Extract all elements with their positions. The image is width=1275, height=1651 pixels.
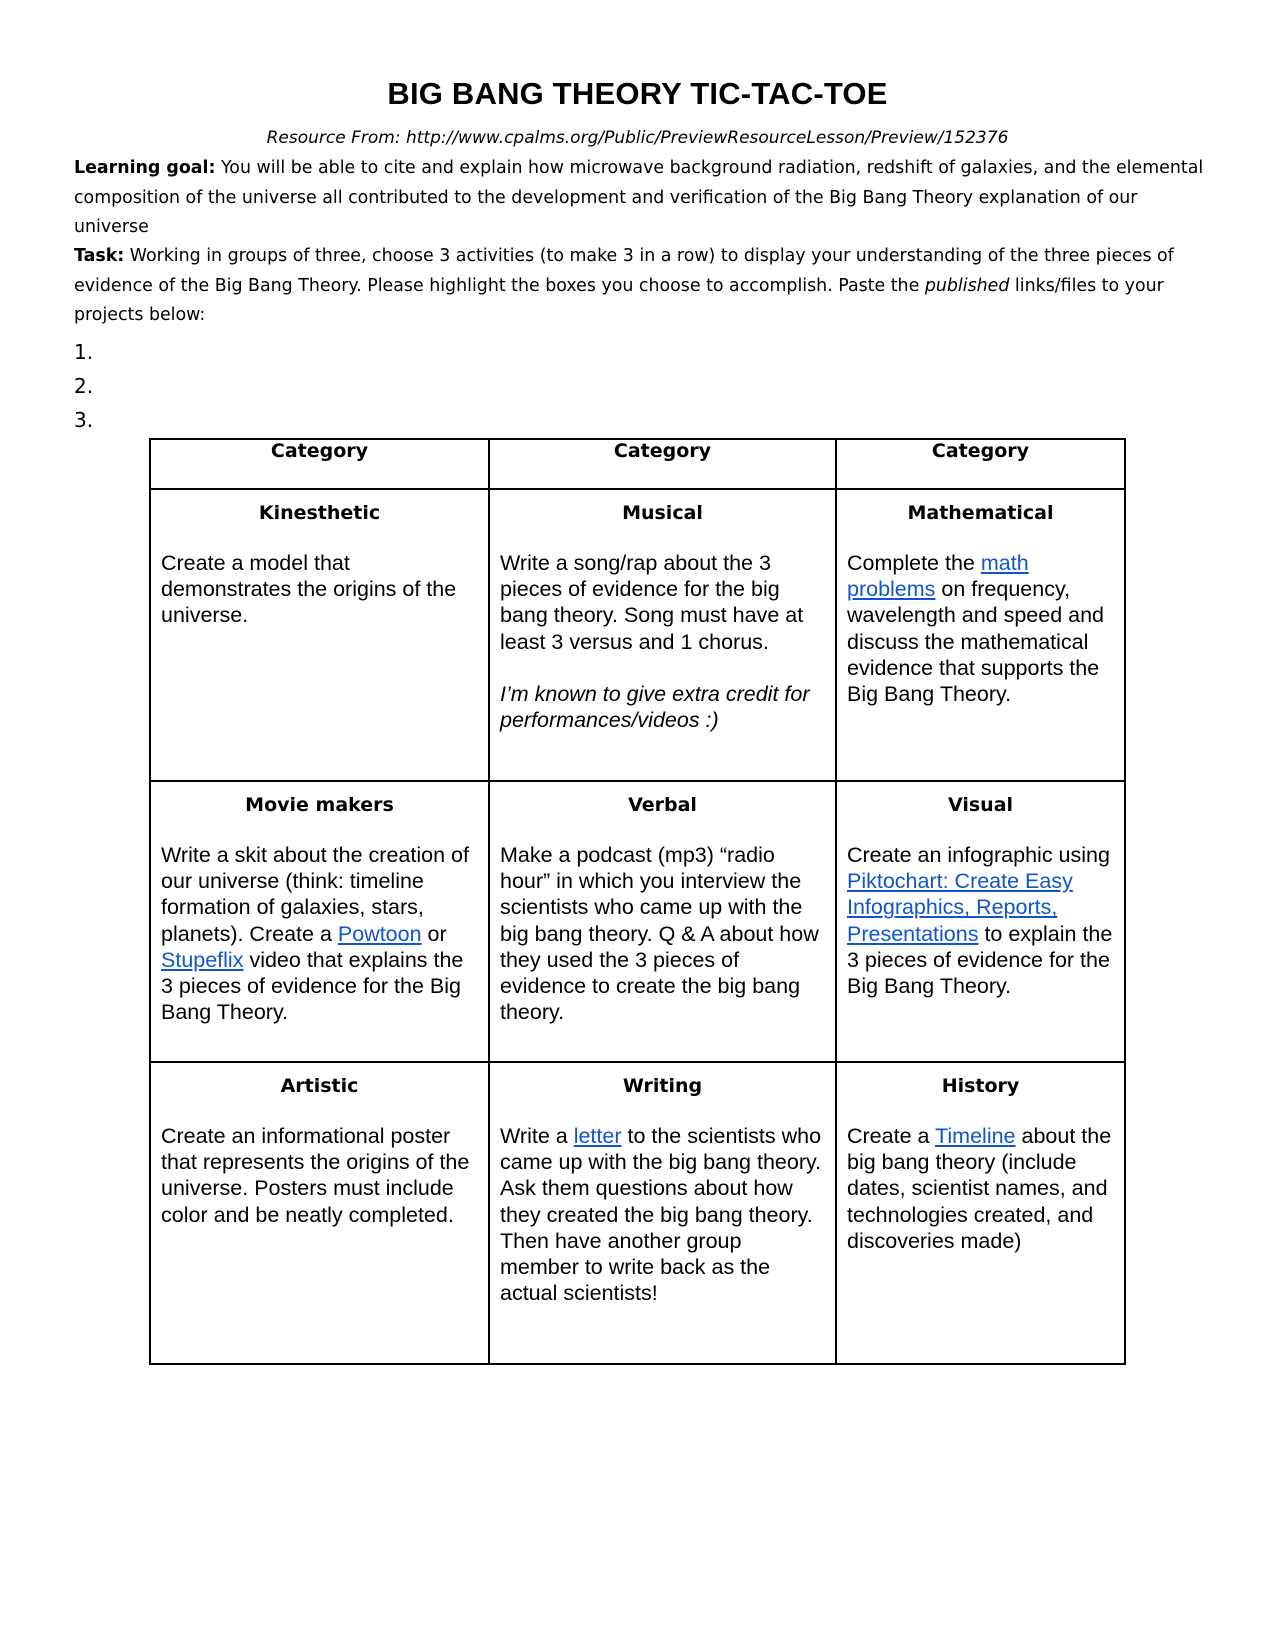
table-row <box>150 781 1125 1062</box>
cell-text-part: on frequency, wavelength and speed and discuss the mathematical evidence that supports the Big Bang Theory. <box>847 577 1105 707</box>
task-text-before: Working in groups of three, choose 3 activities (to make 3 in a row) to display your understanding of the three pieces of evidence of the Big Bang Theory. Please highlight the boxes you choose to accomplish. Paste the <box>74 246 1174 296</box>
learning-goal-label: Learning goal: <box>74 158 216 178</box>
piktochart-link[interactable]: Piktochart: Create Easy Infographics, Reports, Presentations <box>847 869 1073 946</box>
cell-category: Verbal <box>628 794 697 816</box>
extra-credit-note: I’m known to give extra credit for performances/videos :) <box>500 681 810 733</box>
cell-text: Create an informational poster that represents the origins of the universe. Posters must include color and be neatly completed. <box>161 1124 470 1227</box>
list-item[interactable]: 1. <box>74 340 94 364</box>
cell-text <box>490 1101 835 1306</box>
task-text-after: links/files to your projects below: <box>74 275 1164 325</box>
cell-category: History <box>941 1075 1020 1097</box>
cell-category: Writing <box>622 1075 703 1097</box>
task-description <box>74 242 1214 331</box>
cell-history[interactable] <box>836 1062 1125 1364</box>
learning-goal-text: You will be able to cite and explain how microwave background radiation, redshift of galaxies, and the elemental composition of the universe all contributed to the development and verification of the Big Bang Theory explanation of our universe <box>74 158 1204 237</box>
cell-text <box>490 528 835 733</box>
learning-goal <box>74 154 1214 243</box>
cell-musical[interactable] <box>489 489 836 781</box>
math-problems-link[interactable]: math problems <box>847 551 1029 602</box>
column-header: Category <box>836 439 1125 489</box>
cell-text-part: Create a <box>847 1124 936 1148</box>
cell-text-part: to the scientists who came up with the big bang theory. Ask them questions about how they created the big bang theory. Then have another group member to write back as the actual scientists! <box>500 1124 822 1306</box>
cell-kinesthetic[interactable] <box>150 489 489 781</box>
cell-text-part: Complete the <box>847 551 981 575</box>
timeline-link[interactable]: Timeline <box>935 1124 1016 1148</box>
page-title: BIG BANG THEORY TIC-TAC-TOE <box>387 76 888 111</box>
cell-text <box>837 1101 1124 1254</box>
tic-tac-toe-grid <box>149 438 1126 1365</box>
cell-text-part: Write a <box>500 1124 574 1148</box>
cell-mathematical[interactable] <box>836 489 1125 781</box>
cell-verbal[interactable] <box>489 781 836 1062</box>
cell-text <box>151 820 488 1025</box>
header-row <box>150 439 1125 489</box>
project-links-list <box>74 335 93 437</box>
cell-text: Make a podcast (mp3) “radio hour” in which you interview the scientists who came up with the big bang theory. Q & A about how they used the 3 pieces of evidence to create the big bang theory. <box>500 843 819 1025</box>
column-header: Category <box>489 439 836 489</box>
letter-link[interactable]: letter <box>573 1124 622 1148</box>
cell-text-part: Write a skit about the creation of our universe (think: timeline formation of galaxies, stars, planets). Create a <box>161 843 469 946</box>
cell-category: Musical <box>622 502 703 524</box>
table-row <box>150 489 1125 781</box>
cell-text <box>837 528 1124 707</box>
cell-text <box>837 820 1124 999</box>
column-header: Category <box>150 439 489 489</box>
cell-category: Artistic <box>280 1075 359 1097</box>
list-item[interactable]: 2. <box>74 374 94 398</box>
cell-writing[interactable] <box>489 1062 836 1364</box>
resource-source: Resource From: http://www.cpalms.org/Public/PreviewResourceLesson/Preview/152376 <box>266 128 1009 148</box>
stupeflix-link[interactable]: Stupeflix <box>161 947 244 972</box>
cell-text-part: or <box>421 921 447 946</box>
task-emphasis: published <box>924 275 1010 296</box>
cell-text-part: to explain the 3 pieces of evidence for the Big Bang Theory. <box>847 921 1113 999</box>
list-item[interactable]: 3. <box>74 408 94 432</box>
cell-movie-makers[interactable] <box>150 781 489 1062</box>
cell-artistic[interactable] <box>150 1062 489 1364</box>
cell-category: Visual <box>947 794 1014 816</box>
cell-text-part: Create an infographic using <box>847 843 1110 867</box>
task-label: Task: <box>74 246 125 266</box>
cell-category: Kinesthetic <box>258 502 381 524</box>
cell-text-part: about the big bang theory (include dates, scientist names, and technologies created, and discoveries made) <box>847 1124 1112 1253</box>
cell-text: Create a model that demonstrates the origins of the universe. <box>161 551 457 628</box>
cell-category: Movie makers <box>245 794 394 816</box>
cell-paragraph: Write a song/rap about the 3 pieces of evidence for the big bang theory. Song must have at least 3 versus and 1 chorus. <box>500 551 804 654</box>
cell-category: Mathematical <box>907 502 1054 524</box>
cell-visual[interactable] <box>836 781 1125 1062</box>
powtoon-link[interactable]: Powtoon <box>337 921 422 946</box>
table-row <box>150 1062 1125 1364</box>
cell-text-part: video that explains the 3 pieces of evidence for the Big Bang Theory. <box>161 947 464 1025</box>
